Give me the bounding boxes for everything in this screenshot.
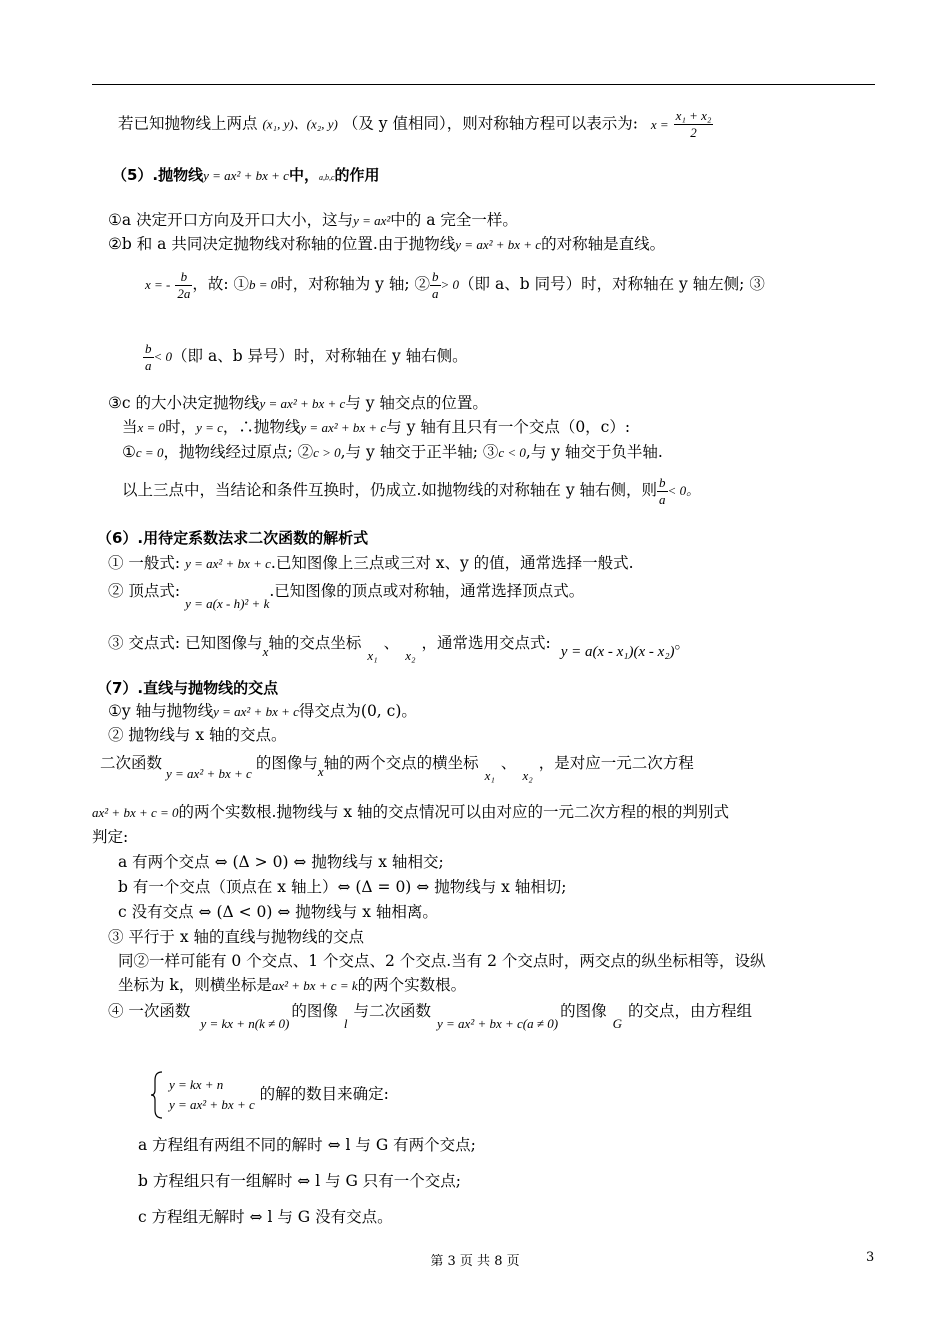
s7-l2: ② 抛物线与 x 轴的交点。 xyxy=(108,726,287,744)
s7-l4: ax² + bx + c = 0的两个实数根.抛物线与 x 轴的交点情况可以由对应的一元二次方程的根的判别式 xyxy=(92,803,730,821)
s7-l9: ④ 一次函数$_{y = kx + n(k \ne 0)}$的图像$_l$与二次函数$_{y = ax^2 + bx + c(a \ne 0)}$的图像$_G$的交点，由方程组 xyxy=(108,1002,753,1031)
s7-sb: b 方程组只有一组解时 ⇔ l 与 G 只有一个交点; xyxy=(138,1172,462,1190)
s5-p2: ②b 和 a 共同决定抛物线对称轴的位置.由于抛物线y = ax² + bx + c的对称轴是直线。 xyxy=(108,235,666,253)
s7-la: a 有两个交点 ⇔ (Δ > 0) ⇔ 抛物线与 x 轴相交; xyxy=(118,853,444,871)
s7-l6: ③ 平行于 x 轴的直线与抛物线的交点 xyxy=(108,928,365,946)
s7-l5: 判定: xyxy=(92,828,129,846)
brace-icon xyxy=(150,1070,164,1120)
formula: x = xyxy=(650,116,669,132)
s5-p4: $\frac{b}{a}$ < 0（即 a、b 异号）时，对称轴在 y 轴右侧。 xyxy=(145,340,468,373)
symmetric-axis-line xyxy=(118,108,713,141)
s6-f1: ① 一般式: y = ax² + bx + c.已知图像上三点或三对 x、y 的值，通常选择一般式. xyxy=(108,554,634,572)
equation-system xyxy=(150,1070,389,1120)
heading-text: 的作用 xyxy=(334,166,380,184)
s5-p1: ①a 决定开口方向及开口大小，这与y = ax²中的 a 完全一样。 xyxy=(108,211,518,229)
heading-text: 中， xyxy=(288,166,319,184)
section-7-heading: （7）.直线与抛物线的交点 xyxy=(97,679,279,697)
section-5-heading xyxy=(112,164,380,189)
s5-p6: 当x = 0时，y = c，∴抛物线y = ax² + bx + c与 y 轴有且只有一个交点（0，c）: xyxy=(122,418,631,436)
s5-p7: ①c = 0，抛物线经过原点; ②c > 0,与 y 轴交于正半轴; ③c < 0,与 y 轴交于负半轴. xyxy=(122,443,663,461)
text: 若已知抛物线上两点 xyxy=(118,114,258,133)
s5-p8: 以上三点中，当结论和条件互换时，仍成立.如抛物线的对称轴在 y 轴右侧，则 $\frac{b}{a}$ < 0。 xyxy=(122,474,700,507)
header-rule xyxy=(92,84,875,85)
s7-l3: 二次函数$_{y = ax^2 + bx + c}$的图像与$_x$轴的两个交点的横坐标$_{x_1}$、$_{x_2}$，是对应一元二次方程 xyxy=(100,754,694,783)
s7-sa: a 方程组有两组不同的解时 ⇔ l 与 G 有两个交点; xyxy=(138,1136,476,1154)
section-6-heading: （6）.用待定系数法求二次函数的解析式 xyxy=(97,529,369,547)
s5-p3: x = - $\frac{b}{2a}$ ，故: ①b = 0时，对称轴为 y 轴; ② $\frac{b}{a}$ > 0（即 a、b 同号）时，对称轴在 y 轴左侧; ③ xyxy=(145,268,765,301)
s7-lc: c 没有交点 ⇔ (Δ < 0) ⇔ 抛物线与 x 轴相离。 xyxy=(118,903,438,921)
s7-l7: 同②一样可能有 0 个交点、1 个交点、2 个交点.当有 2 个交点时，两交点的纵坐标相等，设纵 xyxy=(118,952,766,970)
formula: (x₁, y)、(x₂, y) xyxy=(262,116,338,132)
s7-sc: c 方程组无解时 ⇔ l 与 G 没有交点。 xyxy=(138,1208,393,1226)
text: （及 y 值相同），则对称轴方程可以表示为: xyxy=(342,114,638,133)
s6-f2: ② 顶点式: $_{y = a(x - h)^2 + k}$.已知图像的顶点或对称轴，通常选择顶点式。 xyxy=(108,582,585,611)
fraction: $\frac{\text{x₁ + x₂}}{2}$ xyxy=(675,108,712,140)
s7-l1: ①y 轴与抛物线y = ax² + bx + c得交点为(0, c)。 xyxy=(108,702,417,720)
s5-p5: ③c 的大小决定抛物线y = ax² + bx + c与 y 轴交点的位置。 xyxy=(108,394,488,412)
formula: y = ax² + bx + c xyxy=(203,168,289,183)
heading-text: （5）.抛物线 xyxy=(112,166,204,184)
page-number: 3 xyxy=(866,1250,875,1265)
formula: y = ax² + bx + c xyxy=(168,1097,255,1112)
text: 的解的数目来确定: xyxy=(259,1085,389,1103)
formula: y = kx + n xyxy=(168,1077,224,1092)
s7-l8: 坐标为 k，则横坐标是ax² + bx + c = k的两个实数根。 xyxy=(118,976,467,994)
formula: a,b,c xyxy=(318,173,335,182)
s7-lb: b 有一个交点（顶点在 x 轴上）⇔ (Δ = 0) ⇔ 抛物线与 x 轴相切; xyxy=(118,878,567,896)
s6-f3: ③ 交点式: 已知图像与$_x$轴的交点坐标$_{x_1}$、$_{x_2}$，通常选用交点式: y = a(x - x₁)(x - x₂)。 xyxy=(108,634,691,663)
page-footer: 第 3 页 共 8 页 xyxy=(430,1254,520,1269)
